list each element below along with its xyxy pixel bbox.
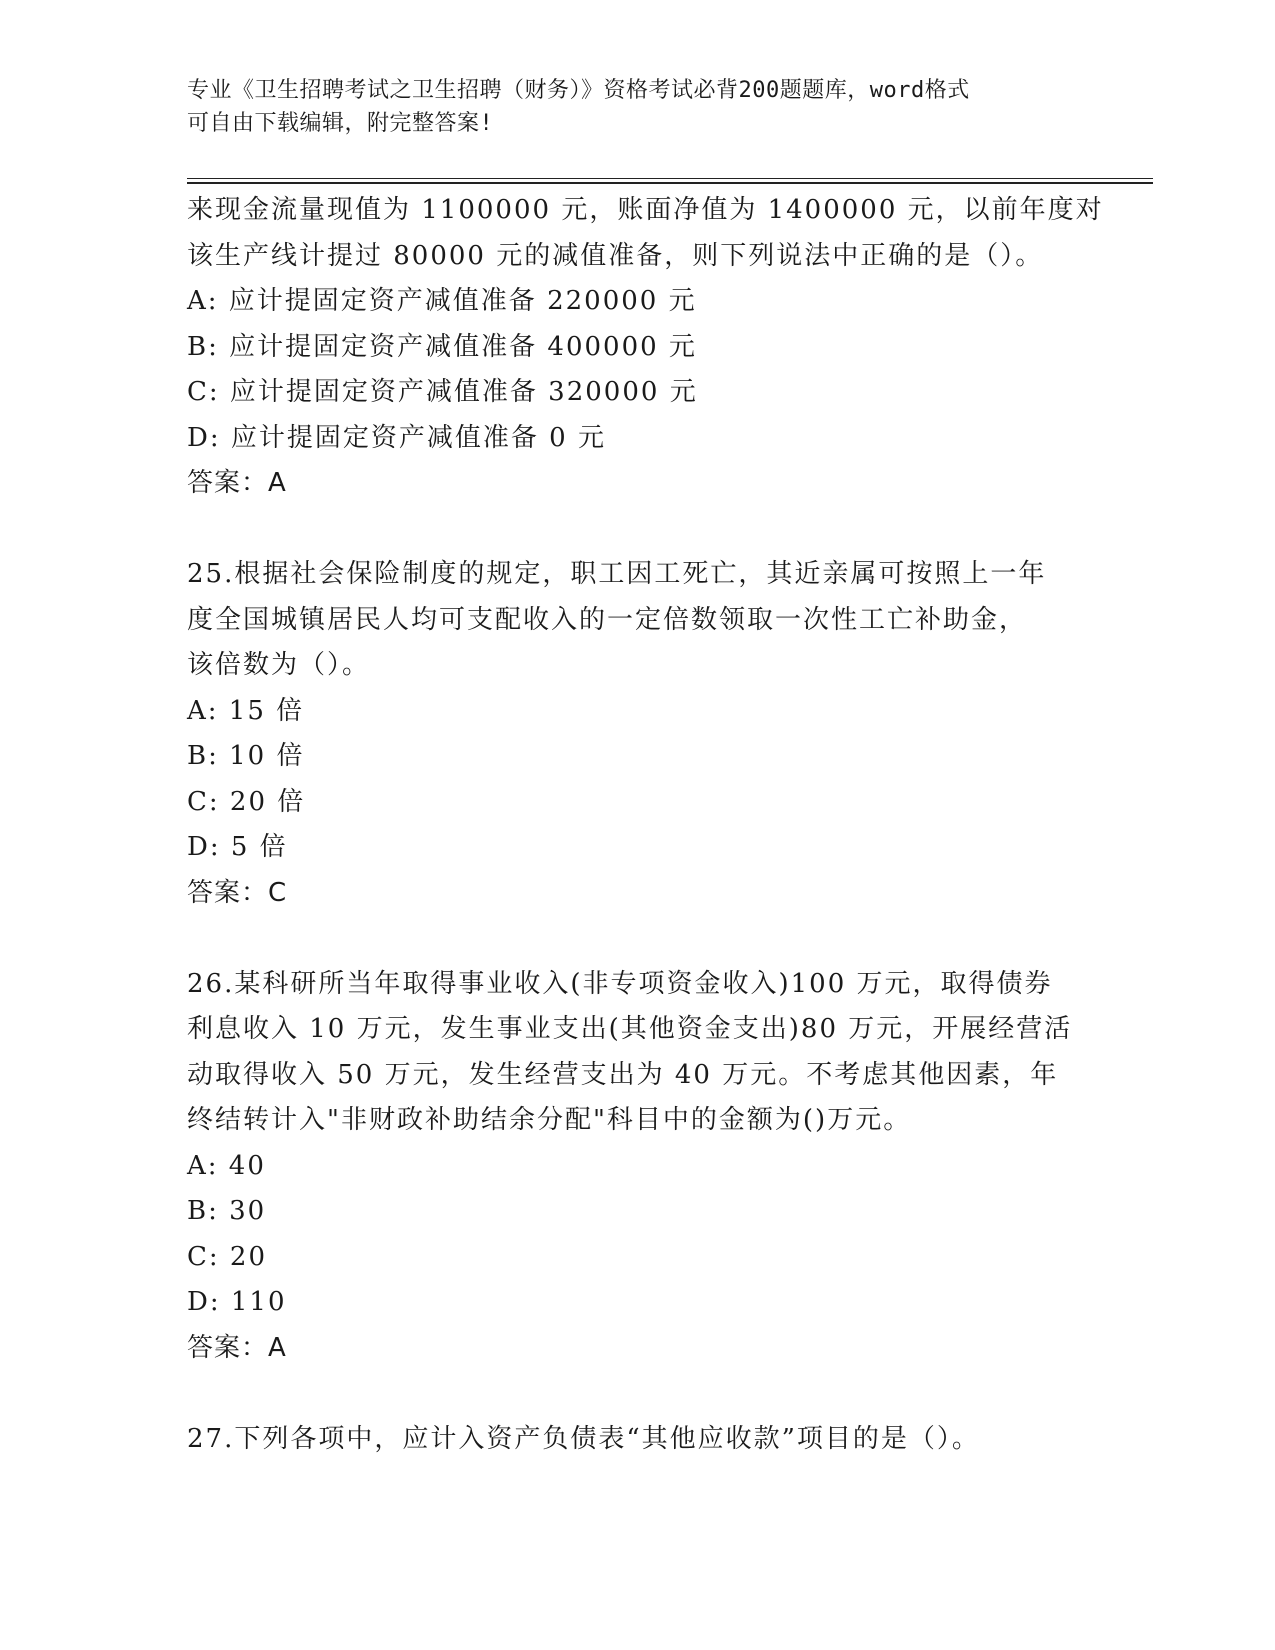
option-a: A: 15 倍: [187, 695, 305, 726]
header-divider-thick: [187, 182, 1153, 184]
option-c: C: 应计提固定资产减值准备 320000 元: [187, 377, 698, 407]
option-b: B: 10 倍: [187, 741, 305, 771]
document-body: [187, 188, 1104, 1462]
question-stem-line: 26.某科研所当年取得事业收入(非专项资金收入)100 万元，取得债券: [187, 968, 1053, 999]
answer-label: 答案：A: [187, 1332, 287, 1363]
question-stem-line: 27.下列各项中，应计入资产负债表“其他应收款”项目的是（）。: [187, 1423, 980, 1454]
option-c: C: 20: [187, 1241, 268, 1272]
question-24: [187, 188, 1104, 507]
question-stem-line: 动取得收入 50 万元，发生经营支出为 40 万元。不考虑其他因素，年: [187, 1059, 1059, 1090]
question-stem-line: 该生产线计提过 80000 元的减值准备，则下列说法中正确的是（）。: [187, 240, 1044, 271]
spacer: [187, 507, 1087, 553]
spacer: [187, 916, 1087, 962]
question-stem-line: 该倍数为（）。: [187, 650, 371, 680]
question-27: [187, 1417, 1087, 1463]
question-stem-line: 25.根据社会保险制度的规定，职工因工死亡，其近亲属可按照上一年: [187, 559, 1047, 589]
option-d: D: 5 倍: [187, 832, 288, 862]
option-b: B: 30: [187, 1196, 267, 1226]
question-stem-line: 利息收入 10 万元，发生事业支出(其他资金支出)80 万元，开展经营活: [187, 1014, 1073, 1044]
spacer: [187, 1371, 1087, 1417]
question-25: [187, 552, 1087, 916]
answer-label: 答案：A: [187, 468, 287, 498]
question-stem-line: 来现金流量现值为 1100000 元，账面净值为 1400000 元，以前年度对: [187, 195, 1104, 225]
option-d: D: 110: [187, 1287, 287, 1317]
answer-label: 答案：C: [187, 877, 288, 908]
header-line-1: 专业《卫生招聘考试之卫生招聘（财务）》资格考试必背200题题库，word格式: [187, 78, 970, 103]
option-d: D: 应计提固定资产减值准备 0 元: [187, 422, 606, 453]
question-26: [187, 962, 1087, 1372]
option-b: B: 应计提固定资产减值准备 400000 元: [187, 331, 697, 362]
option-c: C: 20 倍: [187, 786, 306, 817]
header-divider-thin: [187, 178, 1153, 179]
header-line-2: 可自由下载编辑，附完整答案!: [187, 111, 494, 136]
question-stem-line: 度全国城镇居民人均可支配收入的一定倍数领取一次性工亡补助金，: [187, 604, 1028, 635]
option-a: A: 40: [187, 1150, 266, 1181]
question-stem-line: 终结转计入"非财政补助结余分配"科目中的金额为()万元。: [187, 1105, 912, 1135]
document-header: [187, 74, 1067, 140]
option-a: A: 应计提固定资产减值准备 220000 元: [187, 286, 697, 316]
